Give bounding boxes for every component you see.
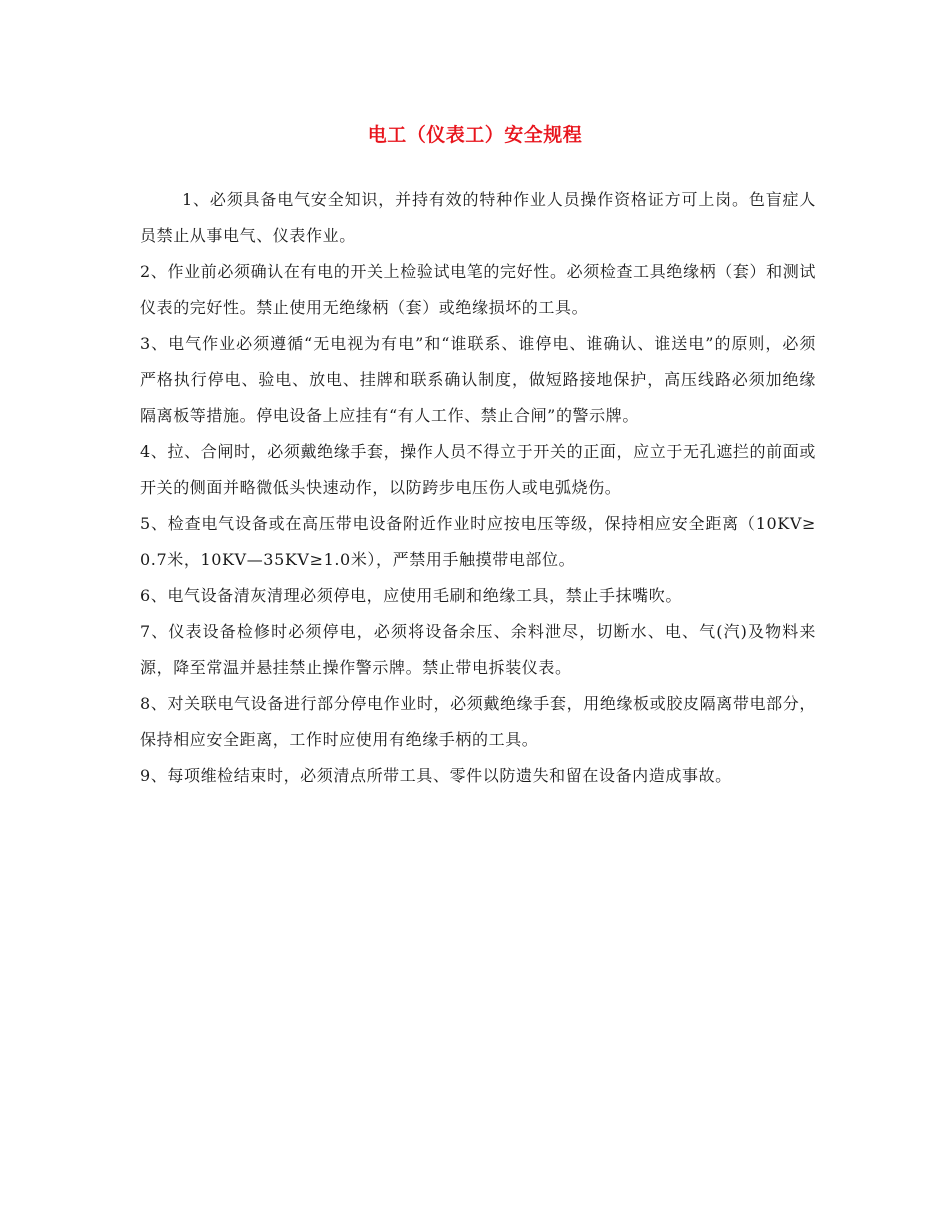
document-title: 电工（仪表工）安全规程 [367, 124, 583, 146]
rule-paragraph-1: 1、必须具备电气安全知识，并持有效的特种作业人员操作资格证方可上岗。色盲症人员禁止从事电气、仪表作业。 [140, 190, 816, 245]
rule-paragraph-7: 7、仪表设备检修时必须停电，必须将设备余压、余料泄尽，切断水、电、气(汽)及物料来源，降至常温并悬挂禁止操作警示牌。禁止带电拆装仪表。 [140, 622, 816, 677]
rule-paragraph-5: 5、检查电气设备或在高压带电设备附近作业时应按电压等级，保持相应安全距离（10KV≥ 0.7米，10KV—35KV≥1.0米），严禁用手触摸带电部位。 [140, 514, 816, 569]
rule-paragraph-3: 3、电气作业必须遵循“无电视为有电”和“谁联系、谁停电、谁确认、谁送电”的原则，必须严格执行停电、验电、放电、挂牌和联系确认制度，做短路接地保护，高压线路必须加绝缘隔离板等措施。停电设备上应挂有“有人工作、禁止合闸”的警示牌。 [140, 334, 816, 425]
rule-paragraph-8: 8、对关联电气设备进行部分停电作业时，必须戴绝缘手套，用绝缘板或胶皮隔离带电部分，保持相应安全距离，工作时应使用有绝缘手柄的工具。 [140, 694, 816, 749]
document-body [140, 182, 816, 794]
rule-paragraph-9: 9、每项维检结束时，必须清点所带工具、零件以防遗失和留在设备内造成事故。 [140, 766, 732, 785]
rule-paragraph-2: 2、作业前必须确认在有电的开关上检验试电笔的完好性。必须检查工具绝缘柄（套）和测试仪表的完好性。禁止使用无绝缘柄（套）或绝缘损坏的工具。 [140, 262, 816, 317]
rule-paragraph-4: 4、拉、合闸时，必须戴绝缘手套，操作人员不得立于开关的正面，应立于无孔遮拦的前面或开关的侧面并略微低头快速动作，以防跨步电压伤人或电弧烧伤。 [140, 442, 816, 497]
rule-paragraph-6: 6、电气设备清灰清理必须停电，应使用毛刷和绝缘工具，禁止手抹嘴吹。 [140, 586, 682, 605]
